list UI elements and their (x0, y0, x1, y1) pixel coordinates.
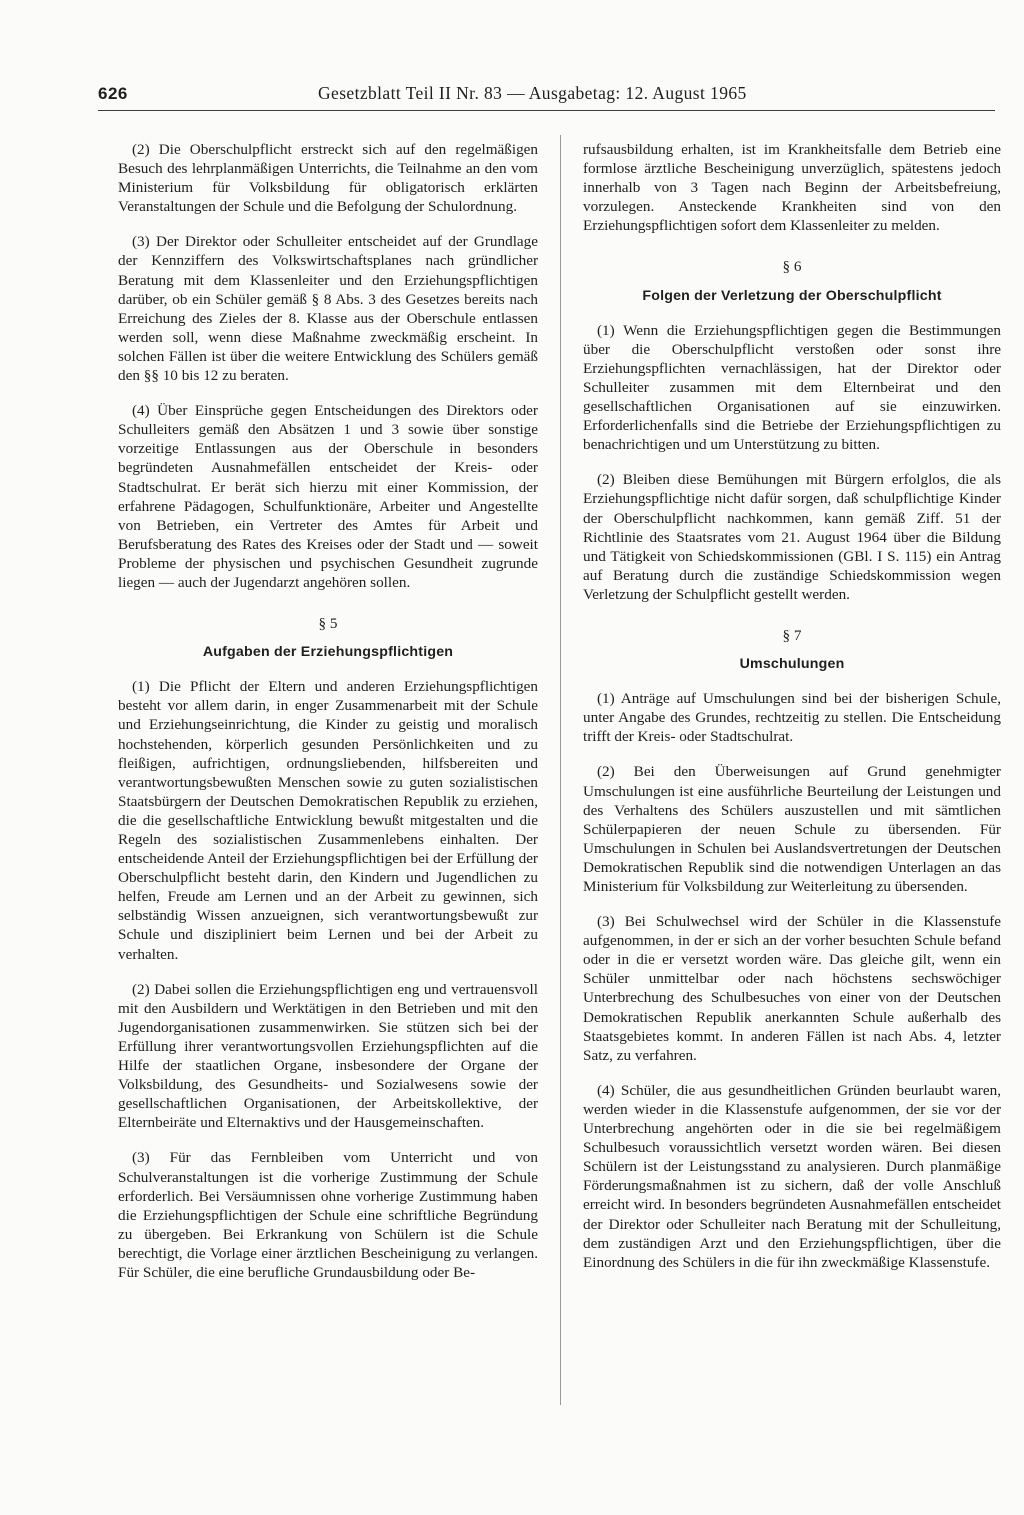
paragraph-4-3: (3) Der Direktor oder Schulleiter entscheidet auf der Grundlage der Kennziffern des Volkswirtschaftsplanes nach gründlicher Beratung mit dem Klassenleiter und den Erziehungspflichtigen darüber, ob ein Schüler gemäß § 8 Abs. 3 des Gesetzes bereits nach Erreichung des Zieles der 8. Klasse aus der Oberschule entlassen werden soll, wenn diese Maßnahme zweckmäßig erscheint. In solchen Fällen ist über die weitere Entwicklung des Schülers gemäß den §§ 10 bis 12 zu beraten. (118, 233, 538, 385)
paragraph-5-3-continued: rufsausbildung erhalten, ist im Krankheitsfalle dem Betrieb eine formlose ärztliche Bescheinigung unverzüglich, spätestens jedoch innerhalb von 3 Tagen nach Beginn der Arbeitsbefreiung, vorzulegen. Ansteckende Krankheiten sind von den Erziehungspflichtigen sofort dem Klassenleiter zu melden. (583, 141, 1001, 235)
paragraph-5-1: (1) Die Pflicht der Eltern und anderen Erziehungspflichtigen besteht vor allem darin, in enger Zusammenarbeit mit der Schule und Erziehungseinrichtung, die Kinder zu geistig und moralisch hochstehenden, körperlich gesunden Persönlichkeiten und zu fleißigen, aufrichtigen, ordnungsliebenden, hilfsbereiten und verantwortungsbewußten Menschen sowie zu guten sozialistischen Staatsbürgern der Deutschen Demokratischen Republik zu erziehen, die die gesellschaftliche Entwicklung bewußt mitgestalten und die Regeln des sozialistischen Zusammenlebens einhalten. Der entscheidende Anteil der Erziehungspflichtigen bei der Erfüllung der Oberschulpflicht besteht darin, den Kindern und Jugendlichen zu helfen, Freude am Lernen und an der Arbeit zu gewinnen, sich selbständig Wissen anzueignen, sich verantwortungsbewußt zur Schule und diszipliniert beim Lernen und bei der Arbeit zu verhalten. (118, 678, 538, 963)
paragraph-7-3: (3) Bei Schulwechsel wird der Schüler in die Klassenstufe aufgenommen, in der er sich an der vorher besuchten Schule befand oder in die er versetzt worden wäre. Das gleiche gilt, wenn ein Schüler unmittelbar oder nach höchstens sechswöchiger Unterbrechung des Schulbesuches von einer von der Deutschen Demokratischen Republik anerkannten Schule außerhalb des Staatsgebietes kommt. In anderen Fällen ist nach Abs. 4, letzter Satz, zu verfahren. (583, 913, 1001, 1064)
paragraph-4-2: (2) Die Oberschulpflicht erstreckt sich auf den regelmäßigen Besuch des lehrplanmäßigen Unterrichts, die Teilnahme an den vom Ministerium für Volksbildung für obligatorisch erklärten Veranstaltungen der Schule und die Befolgung der Schulordnung. (118, 141, 538, 216)
section-6-number: § 6 (782, 258, 802, 276)
page-header (98, 80, 995, 111)
section-5-number: § 5 (318, 615, 338, 633)
section-5-title: Aufgaben der Erziehungspflichtigen (202, 644, 454, 661)
column-divider (560, 135, 561, 1405)
paragraph-4-4: (4) Über Einsprüche gegen Entscheidungen des Direktors oder Schulleiters gemäß den Absätzen 1 und 3 sowie über sonstige vorzeitige Entlassungen aus der Oberschule in besonders begründeten Ausnahmefällen entscheidet der Kreis- oder Stadtschulrat. Er berät sich hierzu mit einer Kommission, der erfahrene Pädagogen, Schulfunktionäre, Arbeiter und Angestellte von Betrieben, ein Vertreter des Amtes für Arbeit und Berufsberatung des Rates des Kreises oder der Stadt und — soweit Probleme der physischen und psychischen Gesundheit zugrunde liegen — auch der Jugendarzt angehören sollen. (118, 402, 538, 591)
left-column (118, 140, 538, 1298)
paragraph-6-1: (1) Wenn die Erziehungspflichtigen gegen die Bestimmungen über die Oberschulpflicht verstoßen oder sonst ihre Erziehungspflichten vernachlässigen, hat der Direktor oder Schulleiter zusammen mit dem Elternbeirat und den gesellschaftlichen Organisationen auf sie einzuwirken. Erforderlichenfalls sind die Betriebe der Erziehungspflichtigen zu benachrichtigen und um Unterstützung zu bitten. (583, 321, 1001, 454)
page-number: 626 (98, 84, 128, 103)
paragraph-7-4: (4) Schüler, die aus gesundheitlichen Gründen beurlaubt waren, werden wieder in die Klassenstufe aufgenommen, der sie vor der Unterbrechung angehörten oder in die sie bei regelmäßigem Schulbesuch voraussichtlich versetzt worden wären. Bei diesen Schülern ist der Leistungsstand zu analysieren. Durch planmäßige Förderungsmaßnahmen ist zu sichern, daß der volle Anschluß erreicht wird. In besonders begründeten Ausnahmefällen entscheidet der Direktor oder Schulleiter nach Beratung mit der Schulleitung, dem zuständigen Arzt und den Erziehungspflichtigen, über die Einordnung des Schülers in die für ihn zweckmäßige Klassenstufe. (583, 1081, 1001, 1271)
paragraph-5-2: (2) Dabei sollen die Erziehungspflichtigen eng und vertrauensvoll mit den Ausbildern und Werktätigen in den Betrieben und mit den Jugendorganisationen zusammenwirken. Sie stützen sich bei der Erfüllung ihrer verantwortungsvollen Erziehungspflichten auf die Hilfe der staatlichen Organe, insbesondere der Organe der Volksbildung, des Gesundheits- und Sozialwesens sowie der gesellschaftlichen Organisationen, der Arbeitskollektive, der Elternbeiräte und Elternaktivs und der Hausgemeinschaften. (118, 980, 538, 1132)
section-6-title: Folgen der Verletzung der Oberschulpflicht (642, 287, 942, 304)
section-7-number: § 7 (782, 626, 802, 644)
paragraph-5-3: (3) Für das Fernbleiben vom Unterricht und von Schulveranstaltungen ist die vorherige Zustimmung der Schule erforderlich. Bei Versäumnissen ohne vorherige Zustimmung haben die Erziehungspflichtigen der Schule eine schriftliche Begründung zu übergeben. Bei Erkrankung von Schülern ist die Schule berechtigt, die Vorlage einer ärztlichen Bescheinigung zu verlangen. Für Schüler, die eine berufliche Grundausbildung oder Be- (118, 1149, 538, 1281)
running-head: Gesetzblatt Teil II Nr. 83 — Ausgabetag: 12. August 1965 (318, 83, 747, 103)
right-column (583, 140, 1001, 1288)
paragraph-7-1: (1) Anträge auf Umschulungen sind bei der bisherigen Schule, unter Angabe des Grundes, rechtzeitig zu stellen. Die Entscheidung trifft der Kreis- oder Stadtschulrat. (583, 690, 1001, 746)
paragraph-6-2: (2) Bleiben diese Bemühungen mit Bürgern erfolglos, die als Erziehungspflichtige nicht dafür sorgen, daß schulpflichtige Kinder der Oberschulpflicht nachkommen, kann gemäß Ziff. 51 der Richtlinie des Staatsrates vom 21. August 1964 über die Bildung und Tätigkeit von Schiedskommissionen (GBl. I S. 115) ein Antrag auf Beratung durch die zuständige Schiedskommission wegen Verletzung der Schulpflicht gestellt werden. (583, 471, 1001, 603)
section-7-title: Umschulungen (739, 656, 845, 673)
paragraph-7-2: (2) Bei den Überweisungen auf Grund genehmigter Umschulungen ist eine ausführliche Beurteilung der Leistungen und des Verhaltens des Schülers auszustellen und mit sämtlichen Schülerpapieren der neuen Schule zu übersenden. Für Umschulungen in Schulen bei Auslandsvertretungen der Deutschen Demokratischen Republik sind die notwendigen Unterlagen an das Ministerium für Volksbildung zur Weiterleitung zu übersenden. (583, 763, 1001, 895)
